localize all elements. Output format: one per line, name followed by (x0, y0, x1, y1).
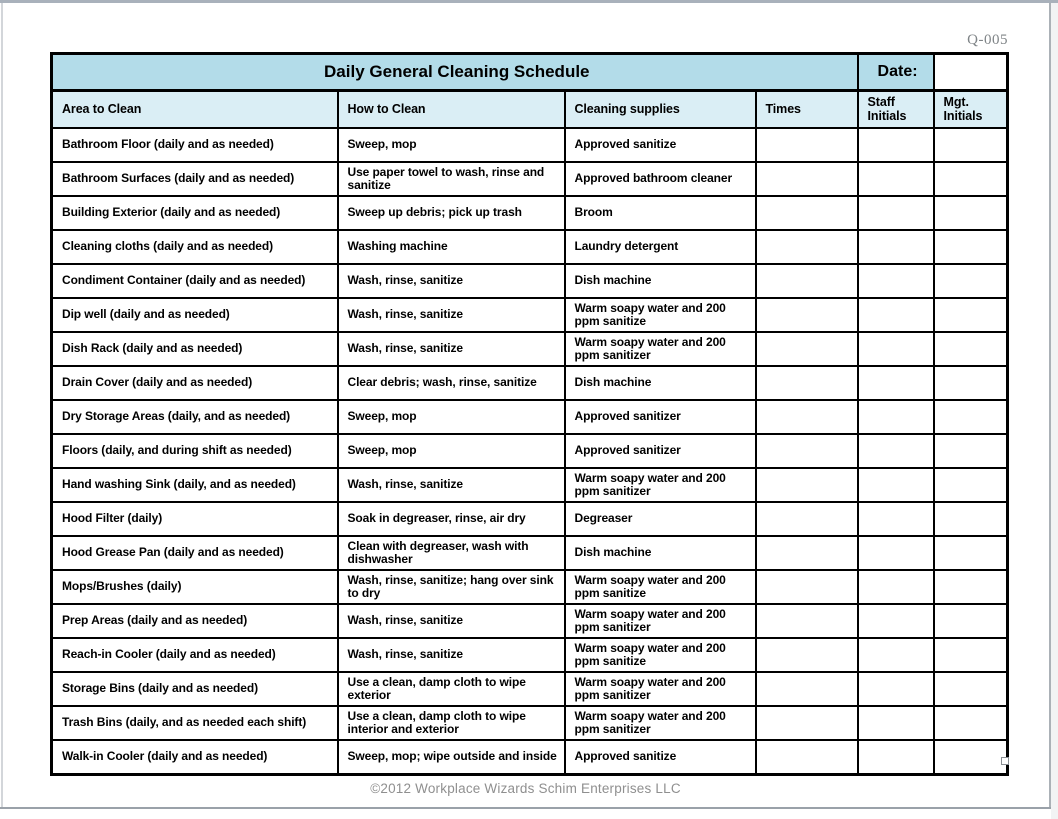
cell-times (756, 230, 858, 264)
column-header-area: Area to Clean (52, 91, 338, 129)
cell-mgt (934, 468, 1008, 502)
cell-area: Dry Storage Areas (daily, and as needed) (52, 400, 338, 434)
page-right-edge (1049, 3, 1051, 809)
table-row (52, 298, 1008, 332)
table-row (52, 570, 1008, 604)
cell-how: Wash, rinse, sanitize (338, 468, 565, 502)
cell-area: Dish Rack (daily and as needed) (52, 332, 338, 366)
cell-mgt (934, 672, 1008, 706)
date-label: Date: (858, 54, 934, 91)
cell-supplies: Broom (565, 196, 756, 230)
cell-times (756, 400, 858, 434)
column-header-mgt: Mgt. Initials (934, 91, 1008, 129)
cell-supplies: Warm soapy water and 200 ppm sanitizer (565, 468, 756, 502)
cell-staff (858, 536, 934, 570)
cell-staff (858, 128, 934, 162)
cell-how: Clear debris; wash, rinse, sanitize (338, 366, 565, 400)
cell-area: Cleaning cloths (daily and as needed) (52, 230, 338, 264)
cell-staff (858, 230, 934, 264)
cell-mgt (934, 536, 1008, 570)
cell-area: Trash Bins (daily, and as needed each shift) (52, 706, 338, 740)
column-header-how: How to Clean (338, 91, 565, 129)
cell-mgt (934, 162, 1008, 196)
cell-how: Soak in degreaser, rinse, air dry (338, 502, 565, 536)
cell-area: Hand washing Sink (daily, and as needed) (52, 468, 338, 502)
cell-times (756, 604, 858, 638)
cleaning-schedule-table (50, 52, 1009, 776)
cell-staff (858, 468, 934, 502)
cell-staff (858, 162, 934, 196)
title-row (52, 54, 1008, 91)
cell-mgt (934, 332, 1008, 366)
cell-area: Hood Filter (daily) (52, 502, 338, 536)
cell-how: Sweep, mop; wipe outside and inside (338, 740, 565, 775)
cell-supplies: Dish machine (565, 536, 756, 570)
cell-how: Clean with degreaser, wash with dishwasher (338, 536, 565, 570)
table-title: Daily General Cleaning Schedule (52, 54, 858, 91)
cell-times (756, 740, 858, 775)
cell-how: Sweep up debris; pick up trash (338, 196, 565, 230)
cell-mgt (934, 230, 1008, 264)
cell-times (756, 570, 858, 604)
cell-supplies: Warm soapy water and 200 ppm sanitizer (565, 672, 756, 706)
cell-mgt (934, 366, 1008, 400)
cell-staff (858, 604, 934, 638)
cell-times (756, 298, 858, 332)
cell-supplies: Warm soapy water and 200 ppm sanitize (565, 570, 756, 604)
table-row (52, 196, 1008, 230)
cell-how: Use a clean, damp cloth to wipe interior and exterior (338, 706, 565, 740)
cell-staff (858, 434, 934, 468)
cell-supplies: Warm soapy water and 200 ppm sanitize (565, 638, 756, 672)
cell-times (756, 536, 858, 570)
cell-staff (858, 706, 934, 740)
cell-staff (858, 264, 934, 298)
cell-staff (858, 400, 934, 434)
cell-area: Condiment Container (daily and as needed) (52, 264, 338, 298)
cell-mgt (934, 740, 1008, 775)
cell-how: Use paper towel to wash, rinse and sanitize (338, 162, 565, 196)
cell-staff (858, 298, 934, 332)
cell-supplies: Laundry detergent (565, 230, 756, 264)
table-row (52, 230, 1008, 264)
cell-mgt (934, 638, 1008, 672)
doc-code: Q-005 (967, 32, 1008, 48)
table-body (52, 128, 1008, 775)
table-row (52, 332, 1008, 366)
date-value-cell (934, 54, 1008, 91)
column-header-staff: Staff Initials (858, 91, 934, 129)
page-right-margin (1051, 3, 1058, 819)
cell-times (756, 366, 858, 400)
cell-how: Sweep, mop (338, 434, 565, 468)
cell-mgt (934, 434, 1008, 468)
table-row (52, 264, 1008, 298)
page-left-edge (1, 3, 3, 809)
cell-how: Sweep, mop (338, 400, 565, 434)
cell-area: Prep Areas (daily and as needed) (52, 604, 338, 638)
column-header-times: Times (756, 91, 858, 129)
cell-area: Storage Bins (daily and as needed) (52, 672, 338, 706)
cell-area: Building Exterior (daily and as needed) (52, 196, 338, 230)
column-header-row (52, 91, 1008, 129)
cell-times (756, 434, 858, 468)
cell-area: Floors (daily, and during shift as needed) (52, 434, 338, 468)
cell-staff (858, 638, 934, 672)
cell-supplies: Approved sanitize (565, 740, 756, 775)
cell-how: Wash, rinse, sanitize (338, 332, 565, 366)
cell-staff (858, 332, 934, 366)
cell-supplies: Warm soapy water and 200 ppm sanitizer (565, 706, 756, 740)
cell-staff (858, 570, 934, 604)
table-row (52, 638, 1008, 672)
cell-area: Mops/Brushes (daily) (52, 570, 338, 604)
cell-times (756, 128, 858, 162)
table-row (52, 604, 1008, 638)
table-row (52, 366, 1008, 400)
cell-staff (858, 502, 934, 536)
cell-supplies: Approved sanitize (565, 128, 756, 162)
cell-how: Use a clean, damp cloth to wipe exterior (338, 672, 565, 706)
table-row (52, 468, 1008, 502)
cell-supplies: Dish machine (565, 366, 756, 400)
cell-mgt (934, 128, 1008, 162)
cell-area: Drain Cover (daily and as needed) (52, 366, 338, 400)
table-row (52, 434, 1008, 468)
cell-staff (858, 740, 934, 775)
table-row (52, 536, 1008, 570)
cell-how: Washing machine (338, 230, 565, 264)
cell-how: Wash, rinse, sanitize (338, 604, 565, 638)
cell-mgt (934, 604, 1008, 638)
cell-area: Bathroom Floor (daily and as needed) (52, 128, 338, 162)
cell-mgt (934, 196, 1008, 230)
cell-area: Walk-in Cooler (daily and as needed) (52, 740, 338, 775)
cell-times (756, 196, 858, 230)
table-row (52, 400, 1008, 434)
window-top-edge (0, 0, 1058, 3)
cell-staff (858, 196, 934, 230)
cell-times (756, 332, 858, 366)
cell-mgt (934, 400, 1008, 434)
cell-mgt (934, 264, 1008, 298)
table-row (52, 502, 1008, 536)
cell-times (756, 638, 858, 672)
cell-how: Wash, rinse, sanitize (338, 264, 565, 298)
cell-times (756, 264, 858, 298)
column-header-supplies: Cleaning supplies (565, 91, 756, 129)
cell-times (756, 706, 858, 740)
cell-area: Hood Grease Pan (daily and as needed) (52, 536, 338, 570)
table-row (52, 162, 1008, 196)
cell-supplies: Warm soapy water and 200 ppm sanitizer (565, 604, 756, 638)
cell-supplies: Dish machine (565, 264, 756, 298)
cell-supplies: Warm soapy water and 200 ppm sanitize (565, 298, 756, 332)
cell-times (756, 468, 858, 502)
cell-supplies: Approved bathroom cleaner (565, 162, 756, 196)
cell-how: Sweep, mop (338, 128, 565, 162)
cell-mgt (934, 502, 1008, 536)
cell-supplies: Approved sanitizer (565, 434, 756, 468)
resize-handle[interactable] (1001, 757, 1009, 765)
table-row (52, 706, 1008, 740)
table-row (52, 128, 1008, 162)
cell-area: Reach-in Cooler (daily and as needed) (52, 638, 338, 672)
cell-times (756, 162, 858, 196)
cell-how: Wash, rinse, sanitize; hang over sink to dry (338, 570, 565, 604)
cell-mgt (934, 298, 1008, 332)
cell-times (756, 672, 858, 706)
cell-times (756, 502, 858, 536)
table-row (52, 672, 1008, 706)
table-row (52, 740, 1008, 775)
cell-area: Bathroom Surfaces (daily and as needed) (52, 162, 338, 196)
cell-supplies: Warm soapy water and 200 ppm sanitizer (565, 332, 756, 366)
cell-staff (858, 366, 934, 400)
page-bottom-divider (0, 807, 1051, 809)
footer-copyright: ©2012 Workplace Wizards Schim Enterprises LLC (370, 781, 681, 796)
cell-supplies: Approved sanitizer (565, 400, 756, 434)
cell-staff (858, 672, 934, 706)
cell-how: Wash, rinse, sanitize (338, 298, 565, 332)
cell-how: Wash, rinse, sanitize (338, 638, 565, 672)
cell-mgt (934, 706, 1008, 740)
cell-mgt (934, 570, 1008, 604)
cell-area: Dip well (daily and as needed) (52, 298, 338, 332)
cell-supplies: Degreaser (565, 502, 756, 536)
